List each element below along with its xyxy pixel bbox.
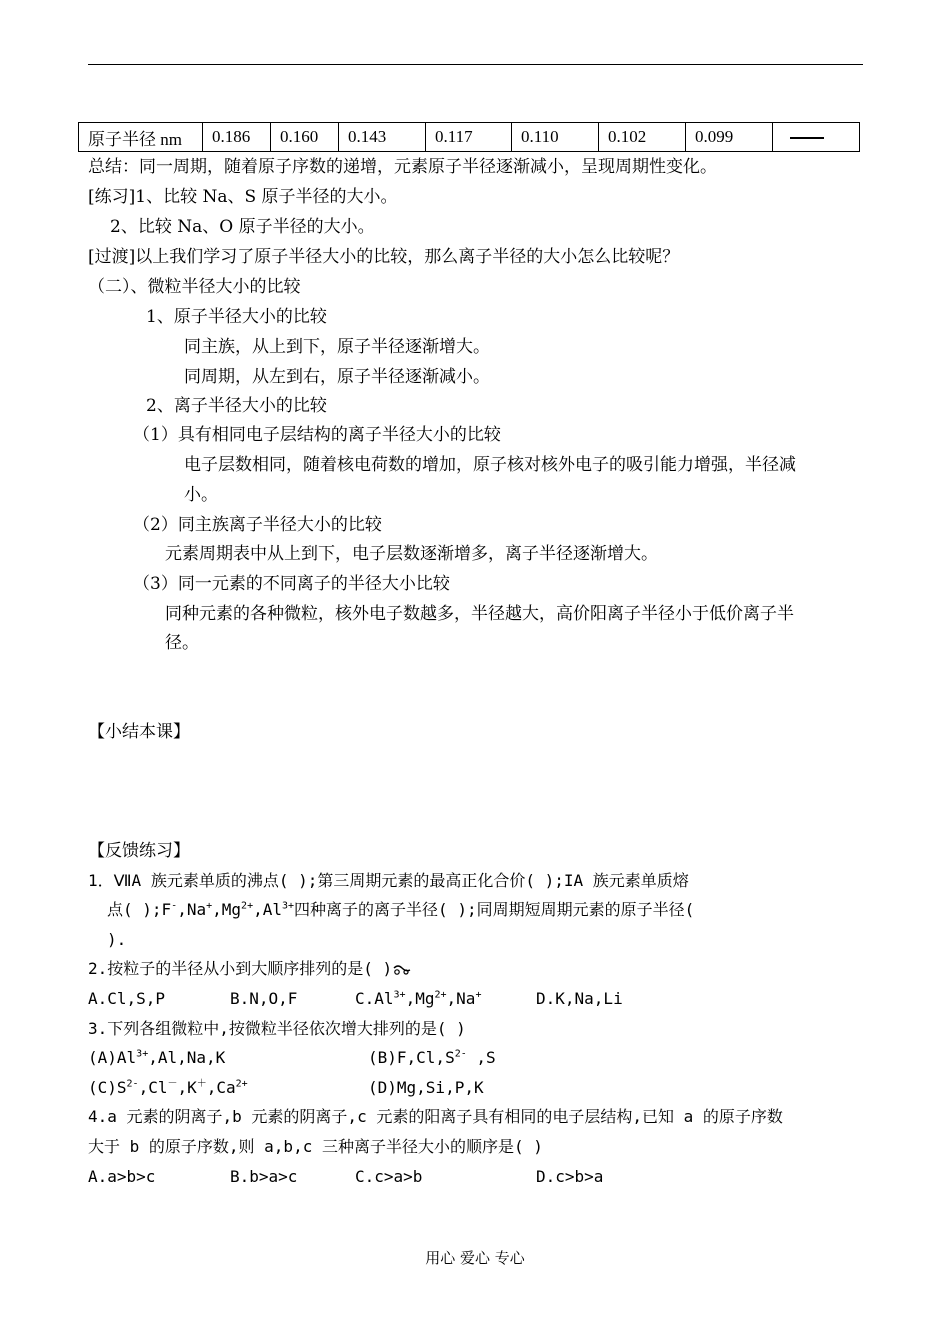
question-1-line-c: ). <box>107 930 127 949</box>
table-cell: 0.143 <box>339 123 426 152</box>
table-cell: 0.160 <box>271 123 339 152</box>
lesson-summary-heading: 【小结本课】 <box>88 722 190 742</box>
atom-rule-group: 同主族，从上到下，原子半径逐渐增大。 <box>184 337 490 357</box>
question-4-option-a: A.a>b>c <box>88 1167 156 1186</box>
ion-body-1b: 小。 <box>184 485 218 505</box>
question-2-option-c: $C.Al^{3+},Mg^{2+},Na^+$ <box>355 989 482 1008</box>
table-cell: 0.102 <box>599 123 686 152</box>
atomic-radius-table <box>78 122 860 152</box>
page-footer: 用心 爱心 专心 <box>425 1249 525 1267</box>
question-2-option-d: D.K,Na,Li <box>536 989 623 1008</box>
dash-mark <box>790 137 824 139</box>
table-cell: 0.117 <box>426 123 512 152</box>
ion-subtitle-2: （2）同主族离子半径大小的比较 <box>133 515 382 535</box>
header-rule <box>88 64 863 65</box>
summary-text: 总结：同一周期，随着原子序数的递增，元素原子半径逐渐减小，呈现周期性变化。 <box>88 157 717 177</box>
practice-1: [练习]1、比较 Na、S 原子半径的大小。 <box>88 187 398 207</box>
ion-body-1a: 电子层数相同，随着核电荷数的增加，原子核对核外电子的吸引能力增强，半径减 <box>184 455 796 475</box>
ion-body-2: 元素周期表中从上到下，电子层数逐渐增多，离子半径逐渐增大。 <box>165 544 658 564</box>
table-cell: 0.110 <box>512 123 599 152</box>
table-header-cell: 原子半径 nm <box>79 123 203 152</box>
table-row <box>79 123 860 152</box>
question-2-option-b: B.N,O,F <box>230 989 298 1008</box>
question-4-line-b: 大于 b 的原子序数,则 a,b,c 三种离子半径大小的顺序是( ) <box>88 1137 543 1156</box>
question-2-option-a: A.Cl,S,P <box>88 989 166 1008</box>
question-4-option-c: C.c>a>b <box>355 1167 423 1186</box>
table-cell: 0.099 <box>686 123 773 152</box>
transition-text: [过渡]以上我们学习了原子半径大小的比较，那么离子半径的大小怎么比较呢？ <box>88 247 680 267</box>
table-cell-dash <box>773 123 860 152</box>
scroll-mark-icon <box>392 964 412 976</box>
feedback-heading: 【反馈练习】 <box>88 841 190 861</box>
ion-body-3a: 同种元素的各种微粒，核外电子数越多，半径越大，高价阳离子半径小于低价离子半 <box>165 604 794 624</box>
atom-rule-period: 同周期，从左到右，原子半径逐渐减小。 <box>184 367 490 387</box>
question-3-option-b: $(B)F,Cl,S^{2-}$ ,S <box>368 1048 496 1067</box>
ion-subtitle-3: （3）同一元素的不同离子的半径大小比较 <box>133 574 450 594</box>
ion-radius-title: 2、离子半径大小的比较 <box>146 396 327 416</box>
atom-radius-title: 1、原子半径大小的比较 <box>146 307 327 327</box>
question-3-option-c: $(C)S^{2-},Cl^-,K^+,Ca^{2+}$ <box>88 1078 248 1097</box>
section-heading: （二）、微粒半径大小的比较 <box>88 277 301 297</box>
question-2-stem: 2.按粒子的半径从小到大顺序排列的是( ) <box>88 958 412 980</box>
question-1-line-a: 1．ⅦA 族元素单质的沸点( );第三周期元素的最高正化合价( );IA 族元素单质熔 <box>88 871 689 890</box>
question-3-option-d: (D)Mg,Si,P,K <box>368 1078 484 1097</box>
practice-2: 2、比较 Na、O 原子半径的大小。 <box>110 217 375 237</box>
table-cell: 0.186 <box>203 123 271 152</box>
ion-subtitle-1: （1）具有相同电子层结构的离子半径大小的比较 <box>133 425 501 445</box>
question-3-option-a: $(A)Al^{3+},Al,Na,K$ <box>88 1048 226 1067</box>
question-1-line-b: 点( )$;F^-,Na^+,Mg^{2+},Al^{3+}$四种离子的离子半径( );同周期短周期元素的原子半径( <box>107 900 695 919</box>
question-3-stem: 3.下列各组微粒中,按微粒半径依次增大排列的是( ) <box>88 1019 466 1038</box>
question-4-option-d: D.c>b>a <box>536 1167 604 1186</box>
question-4-line-a: 4.a 元素的阴离子,b 元素的阴离子,c 元素的阳离子具有相同的电子层结构,已知 a 的原子序数 <box>88 1107 783 1126</box>
question-4-option-b: B.b>a>c <box>230 1167 298 1186</box>
ion-body-3b: 径。 <box>165 633 199 653</box>
